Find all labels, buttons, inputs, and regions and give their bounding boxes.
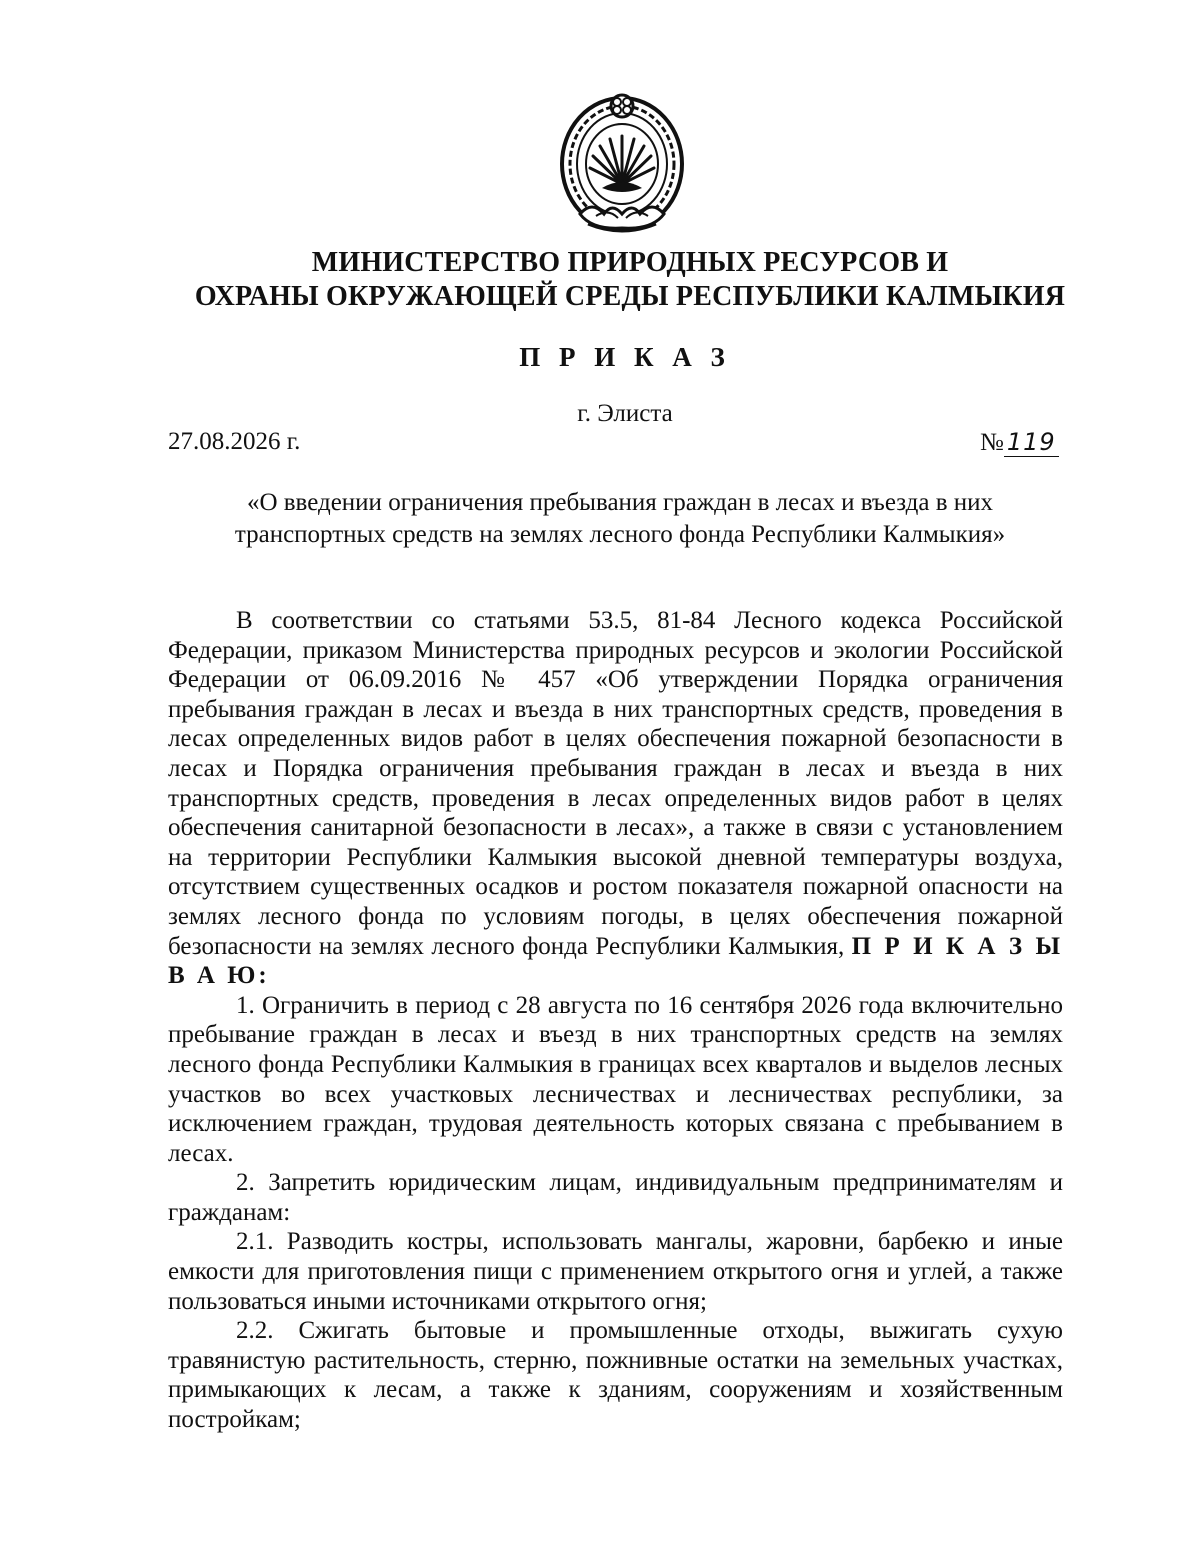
preamble-paragraph [168, 606, 1063, 991]
ministry-name-line-2: ОХРАНЫ ОКРУЖАЮЩЕЙ СРЕДЫ РЕСПУБЛИКИ КАЛМЫКИЯ [194, 281, 1066, 312]
order-subject [140, 487, 1100, 551]
preamble-text: В соответствии со статьями 53.5, 81-84 Лесного кодекса Российской Федерации, приказом Министерства природных ресурсов и экологии Российской Федерации от 06.09.2016 № 457 «Об утверждении Порядка ограничения пребывания граждан в лесах и въезда в них транспортных средств, проведения в лесах определенных видов работ в целях обеспечения пожарной безопасности в лесах и Порядка ограничения пребывания граждан в лесах и въезда в них транспортных средств, проведения в лесах определенных видов работ в целях обеспечения санитарной безопасности в лесах», а также в связи с установлением на территории Республики Калмыкия высокой дневной температуры воздуха, отсутствием существенных осадков и ростом показателя пожарной опасности на землях лесного фонда по условиям погоды, в целях обеспечения пожарной безопасности на землях лесного фонда Республики Калмыкия, [168, 607, 1063, 960]
order-title: П Р И К А З [519, 342, 731, 372]
item-1: 1. Ограничить в период с 28 августа по 16 сентября 2026 года включительно пребывание граждан в лесах и въезд в них транспортных средств на землях лесного фонда Республики Калмыкия в границах всех кварталов и выделов лесных участков во всех участковых лесничествах и лесничествах республики, за исключением граждан, трудовая деятельность которых связана с пребыванием в лесах. [168, 991, 1063, 1167]
order-word: П Р И К А З Ы В А Ю: [168, 932, 1064, 990]
number-prefix: № [980, 429, 1004, 456]
item-2-1: 2.1. Разводить костры, использовать мангалы, жаровни, барбекю и иные емкости для приготовления пищи с применением открытого огня и углей, а также пользоваться иными источниками открытого огня; [168, 1228, 1063, 1315]
subject-line-2: транспортных средств на землях лесного фонда Республики Калмыкия» [234, 521, 1006, 548]
item-2-2: 2.2. Сжигать бытовые и промышленные отходы, выжигать сухую травянистую растительность, стерню, пожнивные остатки на земельных участках, примыкающих к лесам, а также к зданиям, сооружениям и хозяйственным постройкам; [168, 1317, 1063, 1434]
order-date: 27.08.2026 г. [168, 428, 301, 455]
order-number [980, 428, 1059, 457]
handwritten-number: 119 [1004, 428, 1059, 457]
coat-of-arms-emblem [552, 92, 692, 242]
city: г. Элиста [577, 400, 673, 427]
ministry-name-line-1: МИНИСТЕРСТВО ПРИРОДНЫХ РЕСУРСОВ И [311, 247, 949, 278]
order-body [168, 606, 1063, 1435]
item-2: 2. Запретить юридическим лицам, индивидуальным предпринимателям и гражданам: [168, 1169, 1063, 1226]
subject-line-1: «О введении ограничения пребывания граждан в лесах и въезда в них [246, 489, 994, 516]
